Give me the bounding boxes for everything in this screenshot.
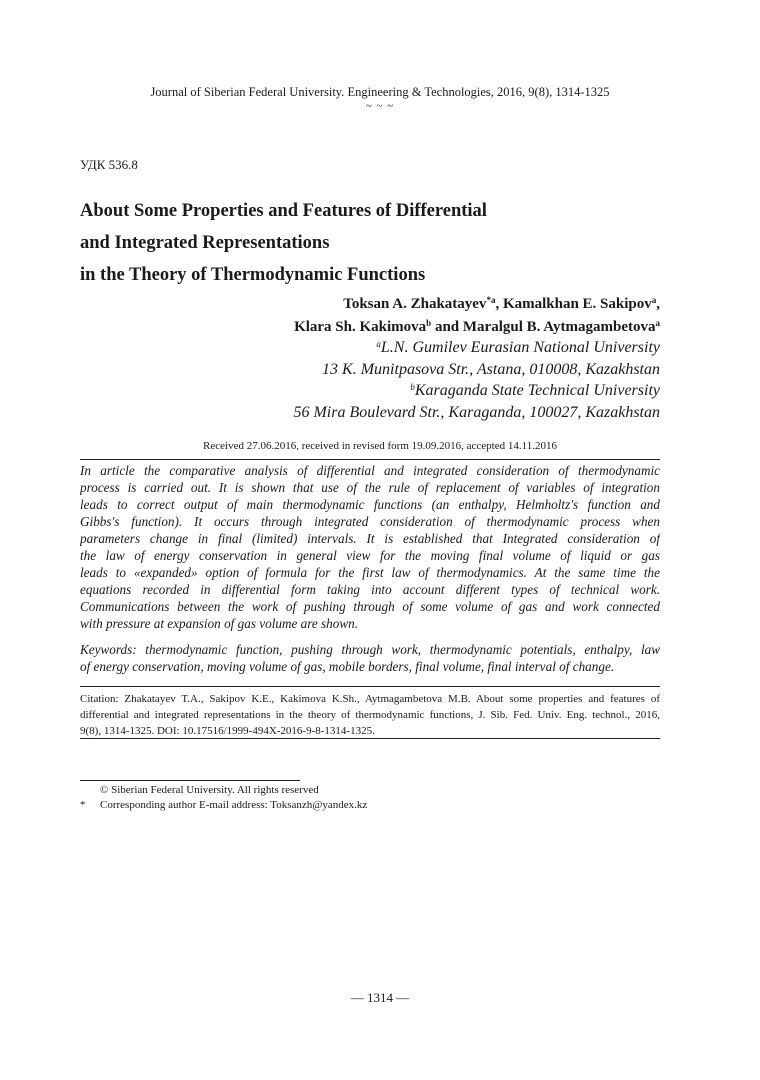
divider bbox=[80, 738, 660, 739]
keywords bbox=[80, 641, 660, 675]
author-line-1 bbox=[294, 293, 660, 316]
abstract-line: parameters change in final (limited) intervals. It is established that Integrated consideration of bbox=[80, 531, 660, 546]
affiliation-b-address: 56 Mira Boulevard Str., Karaganda, 100027, Kazakhstan bbox=[293, 403, 660, 421]
footnote-rule bbox=[80, 780, 300, 781]
abstract-line: Communications between the work of pushing through of some volume of gas and work connected bbox=[80, 599, 660, 614]
header-ornament: ~ ~ ~ bbox=[365, 100, 395, 112]
citation-line: differential and integrated representations in the theory of thermodynamic functions, J. Sib. Fed. Univ. Eng. technol., 2016, bbox=[80, 709, 660, 721]
author-list bbox=[294, 293, 660, 339]
author-separator: , bbox=[656, 296, 660, 312]
footnote-star: * bbox=[80, 799, 86, 811]
title-line: and Integrated Representations bbox=[80, 233, 330, 253]
paper-title bbox=[80, 195, 680, 291]
affiliations bbox=[293, 337, 660, 423]
received-dates: Received 27.06.2016, received in revised form 19.09.2016, accepted 14.11.2016 bbox=[203, 440, 557, 452]
affiliation-b-name: $^b$Karaganda State Technical University bbox=[410, 382, 660, 399]
divider bbox=[80, 686, 660, 687]
author-affil-mark: a bbox=[651, 295, 657, 305]
abstract-line: In article the comparative analysis of differential and integrated consideration of thermodynamic bbox=[80, 463, 660, 478]
keywords-line: Keywords: thermodynamic function, pushing through work, thermodynamic potentials, enthalpy, law bbox=[80, 642, 660, 657]
keywords-line: of energy conservation, moving volume of gas, mobile borders, final volume, final interval of change. bbox=[80, 659, 615, 674]
author-name: Toksan A. Zhakatayev bbox=[343, 296, 487, 312]
author-line-2 bbox=[294, 316, 660, 339]
abstract-line: equations recorded in differential form taking into account different types of technical work. bbox=[80, 582, 660, 597]
citation bbox=[80, 691, 660, 739]
author-name: and Maralgul B. Aytmagambetova bbox=[431, 319, 656, 335]
footnote-copyright: © Siberian Federal University. All rights reserved bbox=[100, 784, 319, 796]
author-name: Klara Sh. Kakimova bbox=[294, 319, 427, 335]
abstract-line: process is carried out. It is shown that use of the rule of replacement of variables of integration bbox=[80, 480, 660, 495]
abstract-line: with pressure at expansion of gas volume are shown. bbox=[80, 616, 359, 631]
citation-line: Citation: Zhakatayev T.A., Sakipov K.E., Kakimova K.Sh., Aytmagambetova M.B. About some properties and features of bbox=[80, 693, 660, 705]
abstract-line: the law of energy conservation in general view for the moving final volume of liquid or gas bbox=[80, 548, 660, 563]
author-affil-mark: *a bbox=[486, 295, 496, 305]
journal-header: Journal of Siberian Federal University. Engineering & Technologies, 2016, 9(8), 1314-1325 bbox=[150, 85, 610, 99]
udk-code: УДК 536.8 bbox=[80, 157, 138, 172]
abstract bbox=[80, 462, 660, 632]
abstract-line: leads to correct output of main thermodynamic functions (an enthalpy, Helmholtz's function and bbox=[80, 497, 660, 512]
author-affil-mark: b bbox=[426, 318, 432, 328]
citation-line: 9(8), 1314-1325. DOI: 10.17516/1999-494X-2016-9-8-1314-1325. bbox=[80, 725, 375, 737]
author-affil-mark: a bbox=[655, 318, 660, 328]
title-line: in the Theory of Thermodynamic Functions bbox=[80, 265, 426, 285]
title-line: About Some Properties and Features of Differential bbox=[80, 201, 487, 221]
page-number: — 1314 — bbox=[350, 990, 410, 1005]
abstract-line: leads to «expanded» option of formula for the first law of thermodynamics. At the same time the bbox=[80, 565, 660, 580]
footnote-corresponding: * Corresponding author E-mail address: Toksanzh@yandex.kz bbox=[80, 799, 368, 811]
author-name: , Kamalkhan E. Sakipov bbox=[495, 296, 652, 312]
abstract-line: Gibbs's function). It occurs through integrated consideration of thermodynamic process when bbox=[80, 514, 660, 529]
affiliation-a-name: $^a$L.N. Gumilev Eurasian National University bbox=[376, 339, 660, 356]
affiliation-a-address: 13 K. Munitpasova Str., Astana, 010008, Kazakhstan bbox=[322, 360, 660, 378]
divider bbox=[80, 459, 660, 460]
